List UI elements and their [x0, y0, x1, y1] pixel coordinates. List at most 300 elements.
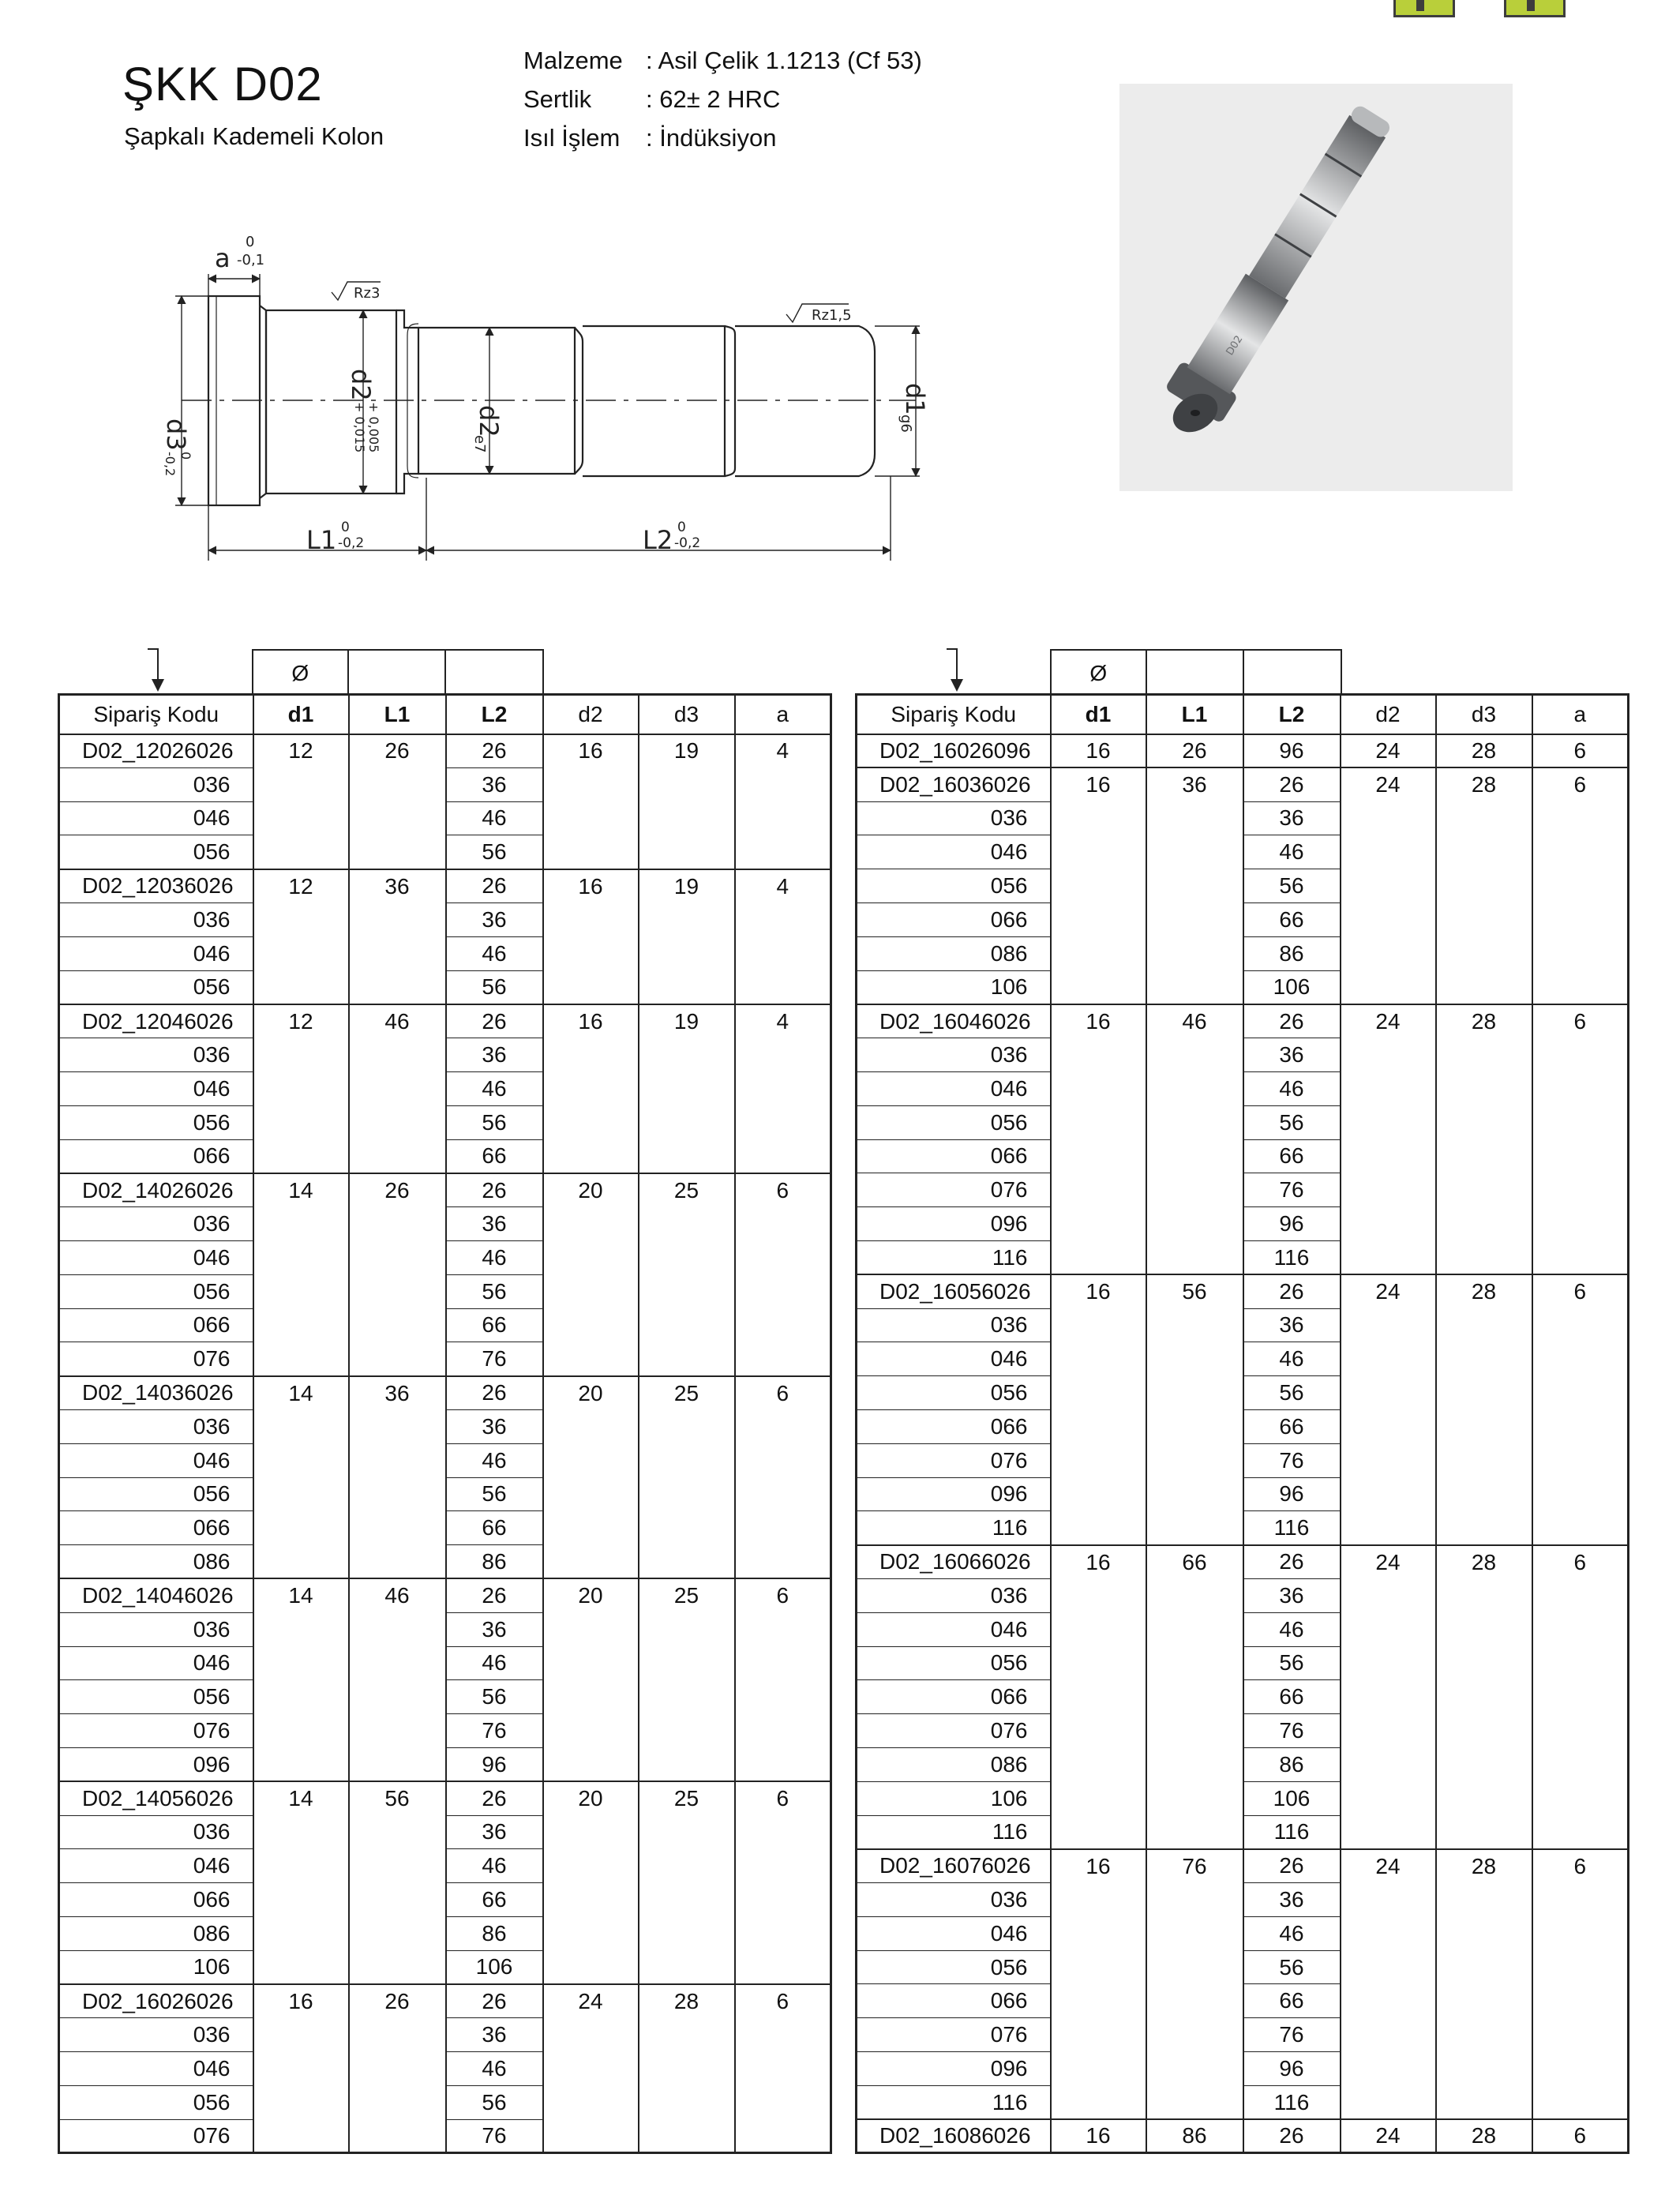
- d3-cell: [639, 2119, 735, 2153]
- L1-cell: 36: [1146, 767, 1243, 801]
- d3-cell: [639, 1139, 735, 1173]
- spec-value: : Asil Çelik 1.1213 (Cf 53): [646, 47, 922, 74]
- d1-cell: 16: [1051, 767, 1146, 801]
- d1-cell: [253, 1545, 349, 1579]
- pin-marking: D02: [1224, 333, 1246, 358]
- a-cell: [1532, 1376, 1629, 1410]
- d1-cell: [1051, 2018, 1146, 2052]
- L1-cell: [1146, 1240, 1243, 1274]
- L1-cell: [1146, 1139, 1243, 1173]
- a-cell: [735, 1511, 831, 1545]
- L2-cell: 96: [1243, 734, 1341, 768]
- d1-cell: [1051, 1883, 1146, 1917]
- dim-d2e7-label: d2: [474, 405, 504, 437]
- d1-cell: [253, 2119, 349, 2153]
- L2-cell: 26: [1243, 1545, 1341, 1579]
- d3-cell: [1436, 1308, 1532, 1342]
- a-cell: [1532, 1781, 1629, 1815]
- table-row: [59, 1173, 831, 1207]
- L1-cell: [349, 1308, 446, 1342]
- d2-cell: [1341, 1714, 1436, 1748]
- L1-cell: [1146, 1207, 1243, 1241]
- d3-cell: [1436, 936, 1532, 970]
- column-header: a: [1532, 695, 1629, 734]
- table-row: [59, 1849, 831, 1883]
- d1-cell: [253, 1747, 349, 1781]
- d3-cell: [1436, 1680, 1532, 1714]
- table-row: [857, 1071, 1629, 1105]
- L1-cell: [349, 1950, 446, 1984]
- a-cell: 6: [1532, 1545, 1629, 1579]
- spec-value: : İndüksiyon: [646, 124, 777, 152]
- order-code-cell: 046: [59, 1240, 253, 1274]
- table-row: [59, 1883, 831, 1917]
- table-row: [59, 1038, 831, 1072]
- d2-cell: [1341, 1680, 1436, 1714]
- L2-cell: 56: [1243, 1105, 1341, 1139]
- d3-cell: [1436, 1916, 1532, 1950]
- table-row: [59, 902, 831, 936]
- L1-cell: [349, 1071, 446, 1105]
- table-row: [857, 1849, 1629, 1883]
- order-code-cell: 036: [857, 1308, 1051, 1342]
- d3-cell: [1436, 835, 1532, 869]
- d3-cell: 25: [639, 1376, 735, 1410]
- d3-cell: [1436, 1105, 1532, 1139]
- d2-cell: [543, 1139, 639, 1173]
- diameter-header-left: [252, 649, 544, 696]
- d2-cell: [1341, 835, 1436, 869]
- d3-cell: [639, 2018, 735, 2052]
- a-cell: [735, 2052, 831, 2086]
- d1-cell: [1051, 1578, 1146, 1612]
- column-header: d3: [639, 695, 735, 734]
- L1-cell: [349, 1883, 446, 1917]
- a-cell: [1532, 1139, 1629, 1173]
- L1-cell: [1146, 1511, 1243, 1545]
- d3-cell: [1436, 970, 1532, 1004]
- L2-cell: 116: [1243, 1511, 1341, 1545]
- d3-cell: [1436, 1950, 1532, 1984]
- L1-cell: [1146, 970, 1243, 1004]
- order-code-cell: 056: [857, 1376, 1051, 1410]
- dim-d3-tol-bot: -0,2: [163, 452, 178, 477]
- L1-cell: [349, 1139, 446, 1173]
- L2-cell: 46: [446, 1443, 543, 1477]
- d3-cell: [1436, 1984, 1532, 2018]
- L1-cell: [349, 1342, 446, 1376]
- a-cell: [735, 2085, 831, 2119]
- L1-cell: [1146, 2018, 1243, 2052]
- L1-cell: [1146, 2085, 1243, 2119]
- order-code-cell: D02_16026026: [59, 1984, 253, 2018]
- a-cell: [735, 2018, 831, 2052]
- L1-cell: [1146, 1984, 1243, 2018]
- d2-cell: [1341, 936, 1436, 970]
- d1-cell: [253, 1646, 349, 1680]
- L2-cell: 46: [446, 936, 543, 970]
- a-cell: [1532, 1409, 1629, 1443]
- L2-cell: 56: [446, 970, 543, 1004]
- d2-cell: [543, 1308, 639, 1342]
- d1-cell: 14: [253, 1173, 349, 1207]
- d2-cell: [543, 1240, 639, 1274]
- table-row: [59, 734, 831, 768]
- a-cell: [1532, 835, 1629, 869]
- L2-cell: 66: [1243, 1409, 1341, 1443]
- d1-cell: [253, 1207, 349, 1241]
- d1-cell: [253, 801, 349, 835]
- d3-cell: [639, 1950, 735, 1984]
- table-row: [857, 1342, 1629, 1376]
- spec-label: Malzeme: [523, 47, 623, 74]
- order-code-cell: 056: [857, 1950, 1051, 1984]
- a-cell: 4: [735, 869, 831, 903]
- L1-cell: 46: [349, 1578, 446, 1612]
- d3-cell: [639, 2052, 735, 2086]
- table-row: [857, 970, 1629, 1004]
- L2-cell: 106: [1243, 1781, 1341, 1815]
- L1-cell: 76: [1146, 1849, 1243, 1883]
- L2-cell: 66: [1243, 1680, 1341, 1714]
- a-cell: [1532, 1714, 1629, 1748]
- d2-cell: [1341, 1376, 1436, 1410]
- L2-cell: 96: [1243, 1477, 1341, 1511]
- d1-cell: [1051, 1680, 1146, 1714]
- order-code-cell: 056: [59, 1105, 253, 1139]
- table-row: [59, 869, 831, 903]
- L1-cell: [349, 2018, 446, 2052]
- d1-cell: [253, 1071, 349, 1105]
- L2-cell: 76: [446, 2119, 543, 2153]
- order-code-cell: D02_12036026: [59, 869, 253, 903]
- table-row: [59, 1680, 831, 1714]
- order-code-cell: 076: [857, 1443, 1051, 1477]
- d2-cell: [543, 1038, 639, 1072]
- a-cell: [1532, 2085, 1629, 2119]
- order-code-cell: 116: [857, 1511, 1051, 1545]
- order-code-cell: 076: [857, 2018, 1051, 2052]
- L2-cell: 56: [446, 2085, 543, 2119]
- L1-cell: [1146, 1071, 1243, 1105]
- a-cell: [1532, 1883, 1629, 1917]
- d3-cell: [639, 1511, 735, 1545]
- d3-cell: 25: [639, 1578, 735, 1612]
- d3-cell: [639, 936, 735, 970]
- L1-cell: [349, 1511, 446, 1545]
- L1-cell: 56: [1146, 1274, 1243, 1308]
- d3-cell: [639, 1477, 735, 1511]
- brand-logo-left: [1393, 0, 1455, 17]
- a-cell: [735, 1545, 831, 1579]
- arrow-down-icon: [146, 647, 170, 695]
- L2-cell: 76: [446, 1342, 543, 1376]
- d3-cell: [639, 1207, 735, 1241]
- L1-cell: [349, 1680, 446, 1714]
- L2-cell: 26: [446, 1984, 543, 2018]
- order-code-cell: 056: [59, 1680, 253, 1714]
- order-code-cell: 076: [857, 1714, 1051, 1748]
- table-row: [59, 1781, 831, 1815]
- arrow-down-icon: [945, 647, 969, 695]
- L2-cell: 96: [1243, 1207, 1341, 1241]
- table-row: [59, 1207, 831, 1241]
- d1-cell: [1051, 2052, 1146, 2086]
- dim-d1-sub: g6: [898, 415, 914, 433]
- d3-cell: [1436, 801, 1532, 835]
- L2-cell: 46: [446, 801, 543, 835]
- L2-cell: 66: [1243, 902, 1341, 936]
- L2-cell: 56: [446, 1680, 543, 1714]
- L2-cell: 76: [446, 1714, 543, 1748]
- order-code-cell: 036: [857, 801, 1051, 835]
- table-row: [857, 1274, 1629, 1308]
- roughness-rz15: Rz1,5: [812, 307, 852, 324]
- a-cell: [1532, 1342, 1629, 1376]
- d1-cell: [1051, 1443, 1146, 1477]
- L1-cell: [1146, 1950, 1243, 1984]
- d1-cell: [1051, 869, 1146, 903]
- d1-cell: [253, 1342, 349, 1376]
- order-code-cell: D02_14056026: [59, 1781, 253, 1815]
- d1-cell: 16: [1051, 734, 1146, 768]
- order-code-cell: 096: [857, 1207, 1051, 1241]
- L1-cell: [349, 2119, 446, 2153]
- L2-cell: 46: [1243, 1612, 1341, 1646]
- order-code-cell: 036: [59, 1612, 253, 1646]
- d2-cell: 24: [1341, 734, 1436, 768]
- table-row: [857, 1038, 1629, 1072]
- L2-cell: 66: [446, 1883, 543, 1917]
- a-cell: [1532, 1105, 1629, 1139]
- dim-L1-tol-bot: -0,2: [338, 535, 365, 551]
- d3-cell: [639, 1240, 735, 1274]
- d2-cell: [1341, 1308, 1436, 1342]
- d3-cell: [1436, 1781, 1532, 1815]
- d3-cell: [639, 1883, 735, 1917]
- table-row: [59, 1545, 831, 1579]
- order-code-cell: 096: [857, 2052, 1051, 2086]
- a-cell: [735, 1071, 831, 1105]
- a-cell: [735, 1747, 831, 1781]
- d2-cell: 24: [1341, 1004, 1436, 1038]
- d3-cell: [1436, 1511, 1532, 1545]
- table-row: [59, 1477, 831, 1511]
- d2-cell: [543, 1849, 639, 1883]
- L2-cell: 36: [446, 902, 543, 936]
- L2-cell: 96: [446, 1747, 543, 1781]
- order-code-cell: 066: [59, 1511, 253, 1545]
- order-code-cell: 046: [857, 1916, 1051, 1950]
- order-code-cell: 066: [857, 1409, 1051, 1443]
- d1-cell: [1051, 1781, 1146, 1815]
- order-code-cell: 076: [857, 1173, 1051, 1207]
- d3-cell: [1436, 1815, 1532, 1849]
- L2-cell: 46: [446, 1071, 543, 1105]
- d2-cell: [1341, 1173, 1436, 1207]
- a-cell: [1532, 970, 1629, 1004]
- L1-cell: [349, 1240, 446, 1274]
- table-row: [857, 1173, 1629, 1207]
- L2-cell: 26: [446, 1173, 543, 1207]
- L1-cell: [1146, 1038, 1243, 1072]
- L1-cell: 26: [349, 734, 446, 768]
- d3-cell: [639, 1747, 735, 1781]
- L1-cell: 36: [349, 869, 446, 903]
- table-row: [59, 2052, 831, 2086]
- L2-cell: 26: [1243, 1004, 1341, 1038]
- order-code-cell: 056: [59, 835, 253, 869]
- dim-L1-label: L1: [306, 525, 337, 555]
- L1-cell: [1146, 1815, 1243, 1849]
- d2-cell: 20: [543, 1173, 639, 1207]
- L1-cell: [1146, 1308, 1243, 1342]
- a-cell: [735, 970, 831, 1004]
- a-cell: [1532, 1680, 1629, 1714]
- d1-cell: 16: [1051, 2119, 1146, 2153]
- a-cell: [1532, 1984, 1629, 2018]
- dim-d3-tol-top: 0: [178, 452, 193, 460]
- d3-cell: [1436, 1409, 1532, 1443]
- dim-d2-tol-top: + 0,005: [366, 402, 381, 453]
- a-cell: 6: [1532, 2119, 1629, 2153]
- d3-cell: [1436, 1477, 1532, 1511]
- order-code-cell: D02_14036026: [59, 1376, 253, 1410]
- table-row: [59, 1747, 831, 1781]
- order-code-cell: 116: [857, 2085, 1051, 2119]
- L2-cell: 26: [1243, 1274, 1341, 1308]
- a-cell: [1532, 902, 1629, 936]
- order-code-cell: 096: [857, 1477, 1051, 1511]
- L1-cell: [1146, 1105, 1243, 1139]
- d1-cell: 14: [253, 1376, 349, 1410]
- L2-cell: 76: [1243, 1443, 1341, 1477]
- table-row: [857, 1409, 1629, 1443]
- L1-cell: [1146, 1342, 1243, 1376]
- d1-cell: 16: [1051, 1545, 1146, 1579]
- order-code-cell: 046: [59, 936, 253, 970]
- table-row: [59, 1984, 831, 2018]
- order-code-cell: 076: [59, 1714, 253, 1748]
- L2-cell: 36: [446, 1038, 543, 1072]
- table-row: [857, 1443, 1629, 1477]
- order-code-cell: D02_12026026: [59, 734, 253, 768]
- order-code-cell: 096: [59, 1747, 253, 1781]
- L2-cell: 66: [1243, 1984, 1341, 2018]
- column-header: Sipariş Kodu: [857, 695, 1051, 734]
- L1-cell: [349, 1815, 446, 1849]
- d1-cell: [1051, 2085, 1146, 2119]
- dim-d3-label: d3: [161, 418, 191, 451]
- column-header: d1: [253, 695, 349, 734]
- d3-cell: [1436, 2052, 1532, 2086]
- L2-cell: 46: [1243, 835, 1341, 869]
- d2-cell: [1341, 1240, 1436, 1274]
- table-row: [857, 2085, 1629, 2119]
- column-header: d2: [1341, 695, 1436, 734]
- L2-cell: 56: [1243, 869, 1341, 903]
- column-header: d2: [543, 695, 639, 734]
- L1-cell: [349, 936, 446, 970]
- order-code-cell: 066: [857, 1680, 1051, 1714]
- a-cell: [735, 1443, 831, 1477]
- table-row: [59, 1071, 831, 1105]
- order-code-cell: 056: [59, 2085, 253, 2119]
- header-spacer: [348, 650, 446, 696]
- d3-cell: [1436, 1883, 1532, 1917]
- d2-cell: [543, 1274, 639, 1308]
- a-cell: 6: [1532, 734, 1629, 768]
- a-cell: 6: [1532, 1004, 1629, 1038]
- column-header: a: [735, 695, 831, 734]
- d1-cell: [1051, 801, 1146, 835]
- L1-cell: [349, 1038, 446, 1072]
- d1-cell: [1051, 1342, 1146, 1376]
- d3-cell: 25: [639, 1173, 735, 1207]
- order-code-cell: 066: [59, 1139, 253, 1173]
- L1-cell: [1146, 1612, 1243, 1646]
- L1-cell: [349, 1916, 446, 1950]
- L1-cell: [1146, 1443, 1243, 1477]
- d3-cell: 19: [639, 734, 735, 768]
- d2-cell: 24: [1341, 767, 1436, 801]
- d3-cell: 19: [639, 869, 735, 903]
- d2-cell: [1341, 801, 1436, 835]
- d1-cell: [253, 767, 349, 801]
- order-code-cell: 066: [59, 1308, 253, 1342]
- a-cell: [735, 936, 831, 970]
- d3-cell: [1436, 1240, 1532, 1274]
- L2-cell: 86: [446, 1545, 543, 1579]
- d2-cell: 20: [543, 1781, 639, 1815]
- d2-cell: 24: [543, 1984, 639, 2018]
- table-row: [59, 2119, 831, 2153]
- d3-cell: 28: [1436, 1274, 1532, 1308]
- d2-cell: [1341, 1612, 1436, 1646]
- d3-cell: [1436, 2085, 1532, 2119]
- d2-cell: [1341, 869, 1436, 903]
- table-row: [857, 1139, 1629, 1173]
- L1-cell: [349, 1207, 446, 1241]
- a-cell: [735, 902, 831, 936]
- L2-cell: 26: [446, 1376, 543, 1410]
- order-code-cell: 086: [857, 936, 1051, 970]
- d1-cell: [253, 1274, 349, 1308]
- d2-cell: 24: [1341, 1849, 1436, 1883]
- d2-cell: [1341, 1105, 1436, 1139]
- table-row: [857, 902, 1629, 936]
- table-row: [59, 1004, 831, 1038]
- d3-cell: 28: [1436, 1545, 1532, 1579]
- a-cell: [1532, 1815, 1629, 1849]
- d3-cell: [639, 1274, 735, 1308]
- d1-cell: [253, 1240, 349, 1274]
- L2-cell: 36: [446, 1409, 543, 1443]
- d3-cell: [1436, 1139, 1532, 1173]
- order-code-cell: 046: [59, 2052, 253, 2086]
- L1-cell: [1146, 1646, 1243, 1680]
- table-row: [857, 2018, 1629, 2052]
- d2-cell: [543, 970, 639, 1004]
- L1-cell: [1146, 1173, 1243, 1207]
- L2-cell: 56: [446, 1274, 543, 1308]
- a-cell: [1532, 801, 1629, 835]
- L2-cell: 76: [1243, 2018, 1341, 2052]
- header-spacer: [1146, 650, 1244, 696]
- a-cell: [1532, 1038, 1629, 1072]
- L1-cell: [1146, 1714, 1243, 1748]
- d1-cell: 16: [1051, 1004, 1146, 1038]
